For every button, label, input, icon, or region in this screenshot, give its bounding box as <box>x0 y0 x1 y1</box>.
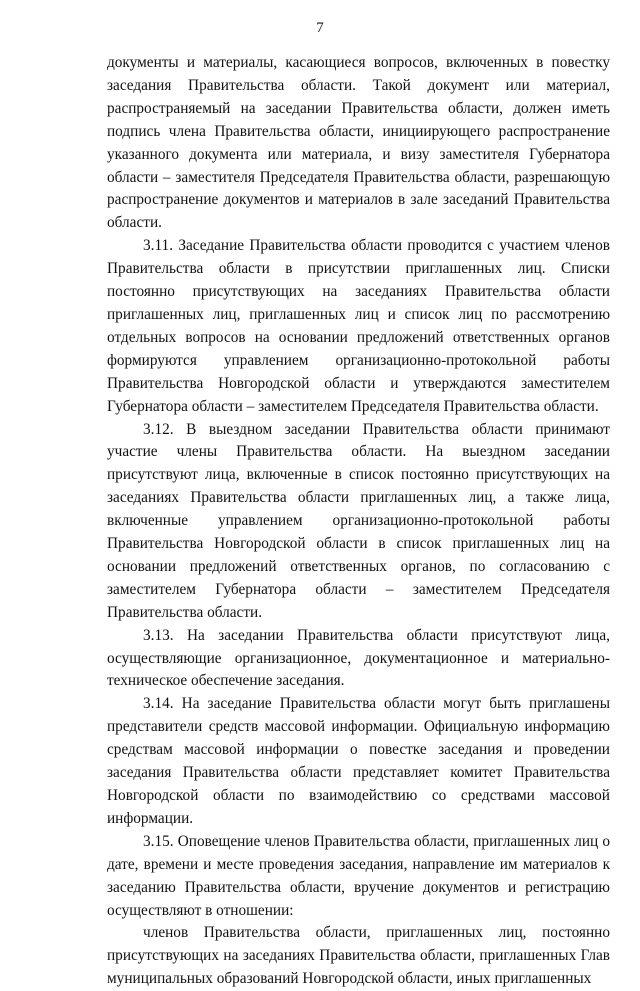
document-body <box>107 52 610 991</box>
paragraph-3-12: 3.12. В выездном заседании Правительства области принимают участие члены Правительства области. На выездном заседании присутствуют лица, включенные в список постоянно присутствующих на заседаниях Правительства области приглашенных лиц, а также лица, включенные управлением организационно-протокольной работы Правительства Новгородской области в список приглашенных лиц на основании предложений ответственных органов, по согласованию с заместителем Губернатора области – заместителем Председателя Правительства области. <box>107 420 610 621</box>
paragraph-3-15: 3.15. Оповещение членов Правительства области, приглашенных лиц о дате, времени и месте проведения заседания, направление им материалов к заседанию Правительства области, вручение документов и регистрацию осуществляют в отношении: <box>107 832 610 919</box>
paragraph-3-11: 3.11. Заседание Правительства области проводится с участием членов Правительства области в присутствии приглашенных лиц. Списки постоянно присутствующих на заседаниях Правительства области приглашенных лиц, приглашенных лиц и список лиц по рассмотрению отдельных вопросов на основании предложений ответственных органов формируются управлением организационно-протокольной работы Правительства Новгородской области и утверждаются заместителем Губернатора области – заместителем Председателя Правительства области. <box>107 237 610 415</box>
paragraph-members: членов Правительства области, приглашенных лиц, постоянно присутствующих на заседаниях Правительства области, приглашенных Глав муниципальных образований Новгородской области, иных приглашенных <box>107 924 610 988</box>
paragraph-continuation: документы и материалы, касающиеся вопросов, включенных в повестку заседания Правительства области. Такой документ или материал, распространяемый на заседании Правительства области, должен иметь подпись члена Правительства области, инициирующего распространение указанного документа или материала, и визу заместителя Губернатора области – заместителя Председателя Правительства области, разрешающую распространение документов и материалов в зале заседаний Правительства области. <box>107 54 610 232</box>
page-number: 7 <box>316 20 324 36</box>
paragraph-3-13: 3.13. На заседании Правительства области присутствуют лица, осуществляющие организационное, документационное и материально-техническое обеспечение заседания. <box>107 626 610 690</box>
paragraph-3-14: 3.14. На заседание Правительства области могут быть приглашены представители средств массовой информации. Официальную информацию средствам массовой информации о повестке заседания и проведении заседания Правительства области представляет комитет Правительства Новгородской области по взаимодействию со средствами массовой информации. <box>107 695 610 827</box>
